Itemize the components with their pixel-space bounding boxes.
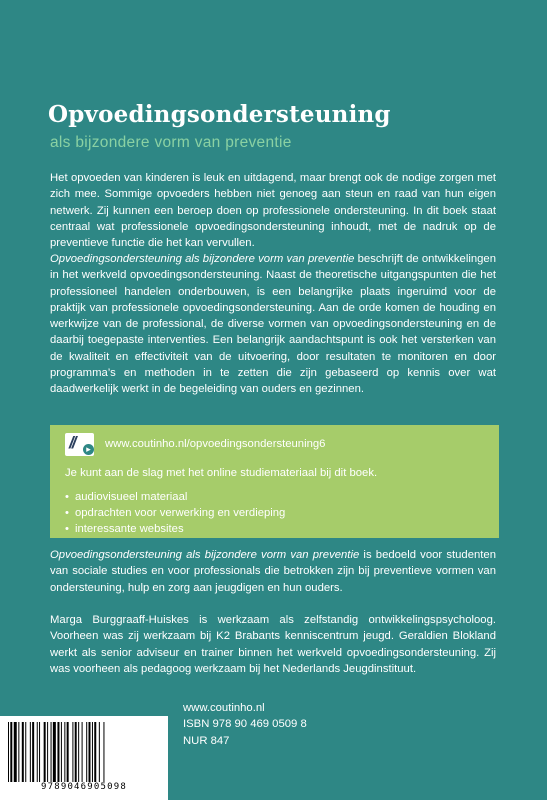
materials-list	[65, 489, 285, 537]
list-item: • interessante websites	[65, 523, 184, 535]
barcode-bars	[8, 722, 160, 782]
bullet-icon: •	[65, 491, 69, 503]
barcode-digits: 9789046905098	[40, 782, 128, 792]
arrow-right-icon: ▸	[83, 444, 94, 455]
online-badge-icon	[65, 433, 94, 456]
website-link[interactable]: www.coutinho.nl/opvoedingsondersteuning6	[105, 438, 326, 450]
audience-paragraph	[50, 547, 496, 596]
audience-text: is bedoeld voor studenten van sociale studies en voor professionals die betrokken zijn bij preventieve vormen van ondersteuning, hulp en zorg aan jeugdigen en hun ouders.	[50, 549, 496, 594]
online-materials-box	[50, 425, 499, 538]
online-intro-text: Je kunt aan de slag met het online studiemateriaal bij dit boek.	[65, 467, 378, 479]
description-text: beschrijft de ontwikkelingen in het werkveld opvoedingsondersteuning. Naast de theoretische uitgangspunten die het professioneel handelen onderbouwen, is een belangrijke plaats ingeruimd voor de praktijk van professionele opvoedingsondersteuning. Aan de orde komen de houding en werkwijze van de professional, de diverse vormen van opvoedingsondersteuning en de daarbij toegepaste interventies. Een belangrijk aandachtspunt is ook het versterken van de kwaliteit en effectiviteit van de uitvoering, door resultaten te monitoren en door programma’s en methoden in te zetten die zijn gebaseerd op kennis over wat daadwerkelijk werkt in de begeleiding van ouders en gezinnen.	[50, 253, 496, 396]
book-title-inline: Opvoedingsondersteuning als bijzondere vorm van preventie	[50, 253, 355, 265]
isbn-number: ISBN 978 90 469 0509 8	[183, 718, 307, 731]
intro-paragraph: Het opvoeden van kinderen is leuk en uitdagend, maar brengt ook de nodige zorgen met zich mee. Sommige opvoeders hebben niet genoeg aan steun en raad van hun eigen netwerk. Zij kunnen een beroep doen op professionele ondersteuning. In dit boek staat centraal wat professionele opvoedingsondersteuning inhoudt, met de nadruk op de preventieve functie die het kan vervullen.	[50, 172, 496, 250]
authors-paragraph: Marga Burggraaff-Huiskes is werkzaam als zelfstandig ontwikkelingspsycholoog. Voorheen was zij werkzaam bij K2 Brabants kenniscentrum jeugd. Geraldien Blokland werkt als senior adviseur en trainer binnen het werkveld opvoedingsondersteuning. Zij was voorheen als pedagoog werkzaam bij het Nederlands Jeugdinstituut.	[50, 614, 496, 675]
nur-code: NUR 847	[183, 734, 230, 747]
publisher-info	[183, 700, 307, 749]
book-title: Opvoedingsondersteuning	[48, 101, 391, 128]
bullet-icon: •	[65, 523, 69, 535]
list-item: • opdrachten voor verwerking en verdieping	[65, 507, 286, 519]
isbn-barcode	[0, 716, 168, 800]
list-item: • audiovisueel materiaal	[65, 491, 188, 503]
book-title-inline: Opvoedingsondersteuning als bijzondere vorm van preventie	[50, 549, 360, 561]
book-subtitle: als bijzondere vorm van preventie	[50, 134, 292, 151]
description-paragraph	[50, 251, 496, 398]
bullet-icon: •	[65, 507, 69, 519]
publisher-website[interactable]: www.coutinho.nl	[183, 702, 265, 714]
double-slash-icon: //	[69, 433, 75, 452]
